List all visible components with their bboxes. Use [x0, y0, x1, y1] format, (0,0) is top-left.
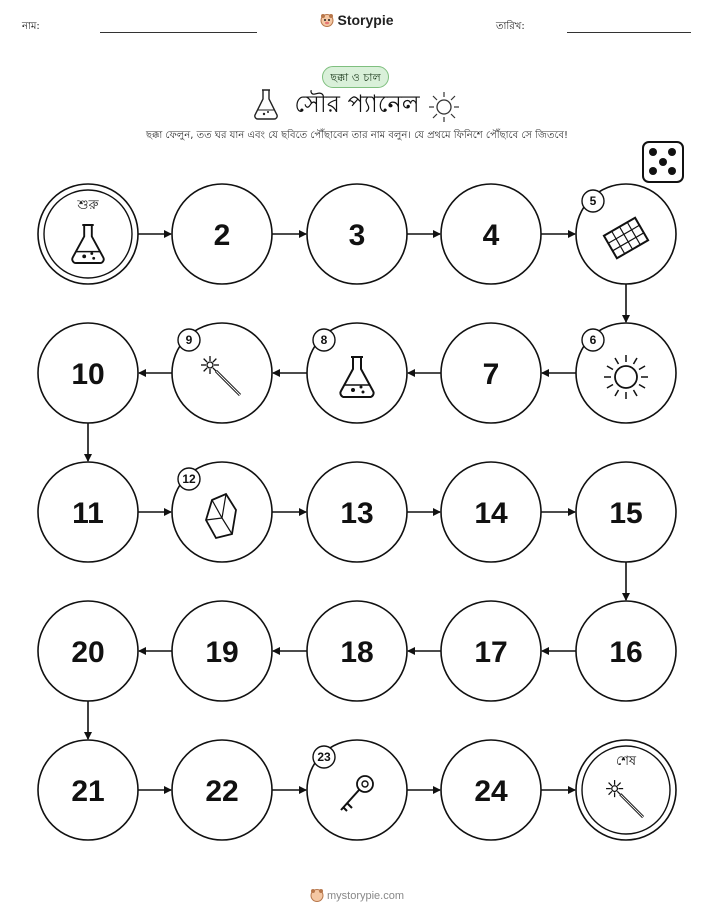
cell-number: 22: [205, 775, 239, 808]
cell-number: 16: [609, 636, 643, 669]
board-cell: [441, 323, 541, 423]
board-cell: [172, 601, 272, 701]
cell-number: 18: [340, 636, 374, 669]
board-cell: [38, 462, 138, 562]
cell-number-badge: [582, 329, 604, 351]
brand-name: Storypie: [337, 12, 394, 28]
cell-number-badge: [313, 746, 335, 768]
cell-number: 2: [213, 219, 231, 252]
board-cell: [576, 462, 676, 562]
cell-number-badge: [178, 468, 200, 490]
board-cell: [307, 184, 407, 284]
svg-text:9: 9: [185, 333, 193, 347]
svg-text:23: 23: [317, 750, 331, 764]
svg-text:5: 5: [589, 194, 597, 208]
board-cell: [172, 184, 272, 284]
board-cell: [38, 323, 138, 423]
board-cell: [576, 184, 676, 284]
end-label: শেষ: [615, 754, 637, 769]
cell-number: 24: [474, 775, 508, 808]
cell-number-badge: [582, 190, 604, 212]
cell-number: 20: [71, 636, 105, 669]
cell-number: 4: [482, 219, 500, 252]
board-cell: [441, 462, 541, 562]
date-label: তারিখ:: [496, 21, 525, 32]
board-cell: [307, 740, 407, 840]
cell-number: 3: [348, 219, 366, 252]
svg-text:6: 6: [589, 333, 597, 347]
cell-number: 19: [205, 636, 239, 669]
start-label: শুরু: [77, 198, 99, 213]
game-tag: ছক্কা ও চাল: [322, 66, 389, 88]
storypie-footer-logo-icon: [310, 888, 324, 902]
svg-text:8: 8: [320, 333, 328, 347]
board-cell: [441, 740, 541, 840]
end-cell: [576, 740, 676, 840]
cell-number-badge: [313, 329, 335, 351]
board-cell: [307, 462, 407, 562]
cell-number: 21: [71, 775, 105, 808]
board-cell: [38, 601, 138, 701]
board-cell: [307, 601, 407, 701]
svg-text:12: 12: [182, 472, 196, 486]
instructions: ছক্কা ফেলুন, তত ঘর যান এবং যে ছবিতে পৌঁছাবেন তার নাম বলুন। যে প্রথমে ফিনিশে পৌঁছাবে সে জিতবে!: [145, 130, 569, 141]
start-cell: [38, 184, 138, 284]
footer-url: mystorypie.com: [326, 890, 405, 902]
board-cell: [172, 462, 272, 562]
board-cell: [576, 323, 676, 423]
cell-number: 15: [609, 497, 643, 530]
cell-number: 13: [340, 497, 374, 530]
board-cell: [172, 323, 272, 423]
cell-number: 17: [474, 636, 508, 669]
board-cell: [576, 601, 676, 701]
cell-number: 14: [474, 497, 508, 530]
cell-number: 7: [482, 358, 500, 391]
board-cell: [307, 323, 407, 423]
cell-number-badge: [178, 329, 200, 351]
board-cell: [441, 184, 541, 284]
board-cell: [441, 601, 541, 701]
board-cell: [38, 740, 138, 840]
footer: [0, 888, 714, 902]
page-title: সৌর প্যানেল: [294, 90, 420, 118]
cell-number: 11: [72, 497, 104, 530]
board-cell: [172, 740, 272, 840]
name-label: নাম:: [22, 21, 40, 32]
cell-number: 10: [71, 358, 105, 391]
